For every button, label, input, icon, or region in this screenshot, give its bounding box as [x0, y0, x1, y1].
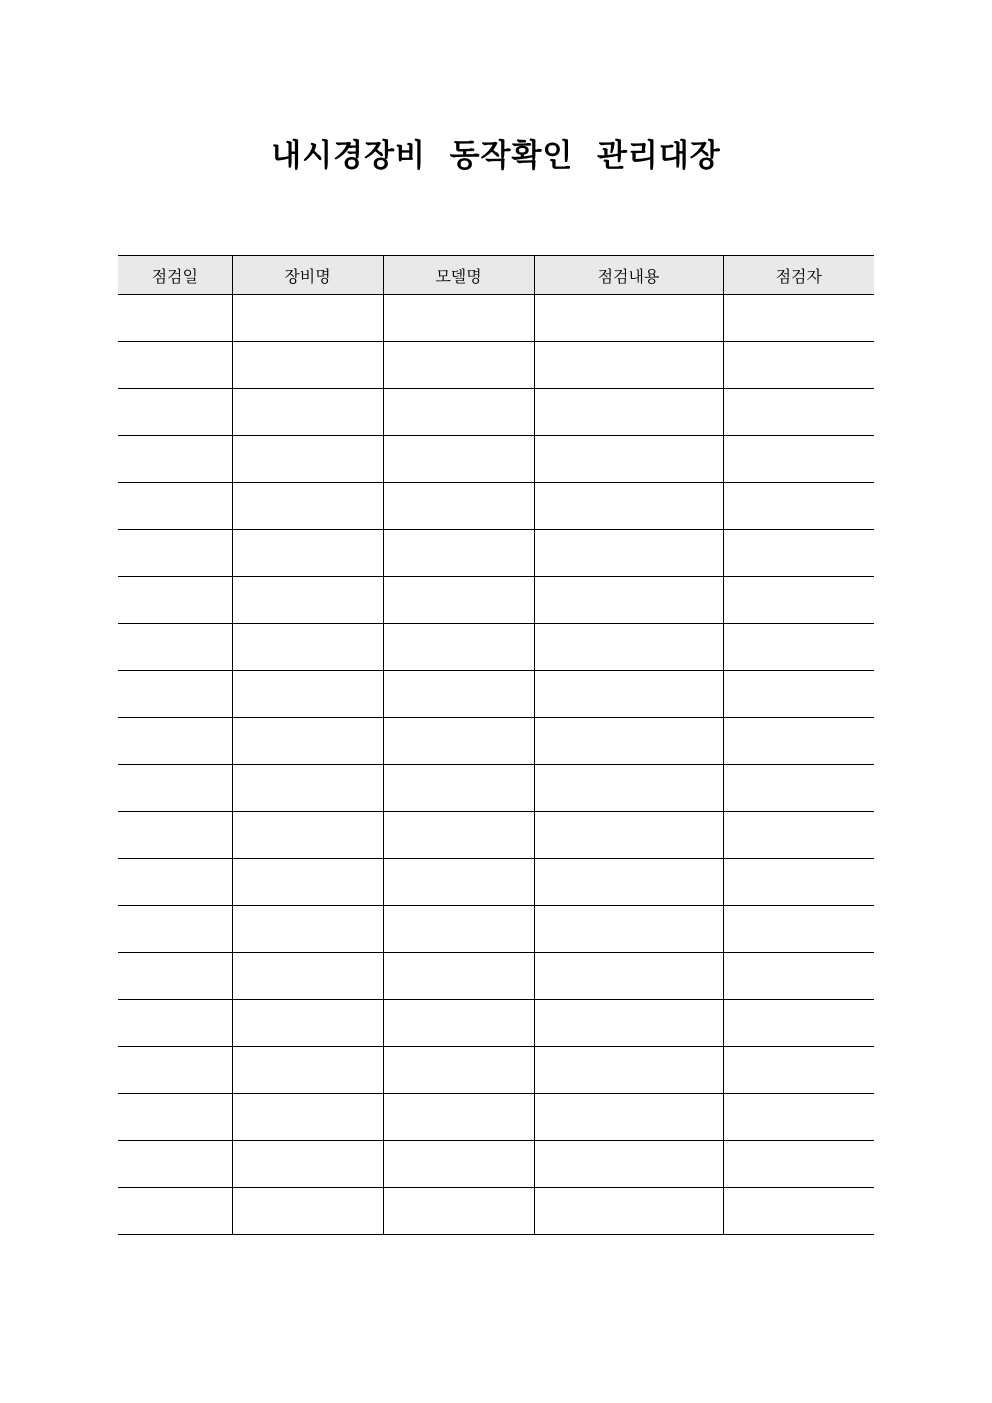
inspector-cell[interactable] [723, 342, 874, 389]
model-name-cell[interactable] [383, 530, 534, 577]
inspection-details-cell[interactable] [534, 906, 723, 953]
inspection-log-table [118, 255, 874, 1235]
inspection-details-cell[interactable] [534, 765, 723, 812]
table-row [118, 436, 874, 483]
table-row [118, 1141, 874, 1188]
inspector-cell[interactable] [723, 953, 874, 1000]
inspection-details-cell[interactable] [534, 859, 723, 906]
inspection-details-cell[interactable] [534, 1000, 723, 1047]
inspection-date-cell[interactable] [118, 483, 232, 530]
inspection-date-cell[interactable] [118, 1094, 232, 1141]
inspector-cell[interactable] [723, 671, 874, 718]
inspector-cell[interactable] [723, 1000, 874, 1047]
inspector-cell[interactable] [723, 530, 874, 577]
inspector-cell[interactable] [723, 436, 874, 483]
table-row [118, 342, 874, 389]
inspection-details-cell[interactable] [534, 1141, 723, 1188]
model-name-cell[interactable] [383, 389, 534, 436]
column-header-inspector: 점검자 [723, 256, 874, 295]
inspector-cell[interactable] [723, 859, 874, 906]
column-header-inspection-details: 점검내용 [534, 256, 723, 295]
model-name-cell[interactable] [383, 436, 534, 483]
model-name-cell[interactable] [383, 671, 534, 718]
inspector-cell[interactable] [723, 765, 874, 812]
inspection-date-cell[interactable] [118, 953, 232, 1000]
inspection-date-cell[interactable] [118, 812, 232, 859]
model-name-cell[interactable] [383, 342, 534, 389]
inspector-cell[interactable] [723, 389, 874, 436]
inspection-details-cell[interactable] [534, 483, 723, 530]
equipment-name-cell[interactable] [232, 1094, 383, 1141]
inspector-cell[interactable] [723, 624, 874, 671]
model-name-cell[interactable] [383, 906, 534, 953]
inspection-date-cell[interactable] [118, 671, 232, 718]
equipment-name-cell[interactable] [232, 483, 383, 530]
table-row [118, 577, 874, 624]
inspector-cell[interactable] [723, 812, 874, 859]
inspection-date-cell[interactable] [118, 436, 232, 483]
table-row [118, 765, 874, 812]
inspection-details-cell[interactable] [534, 718, 723, 765]
inspection-details-cell[interactable] [534, 1047, 723, 1094]
model-name-cell[interactable] [383, 859, 534, 906]
equipment-name-cell[interactable] [232, 295, 383, 342]
model-name-cell[interactable] [383, 718, 534, 765]
table-row [118, 483, 874, 530]
table-row [118, 1188, 874, 1235]
inspection-date-cell[interactable] [118, 906, 232, 953]
model-name-cell[interactable] [383, 295, 534, 342]
equipment-name-cell[interactable] [232, 718, 383, 765]
inspection-details-cell[interactable] [534, 953, 723, 1000]
equipment-name-cell[interactable] [232, 906, 383, 953]
equipment-name-cell[interactable] [232, 1047, 383, 1094]
inspection-details-cell[interactable] [534, 342, 723, 389]
inspection-details-cell[interactable] [534, 436, 723, 483]
equipment-name-cell[interactable] [232, 436, 383, 483]
table-row [118, 1094, 874, 1141]
model-name-cell[interactable] [383, 1188, 534, 1235]
equipment-name-cell[interactable] [232, 577, 383, 624]
inspection-date-cell[interactable] [118, 1141, 232, 1188]
model-name-cell[interactable] [383, 624, 534, 671]
equipment-name-cell[interactable] [232, 765, 383, 812]
inspection-details-cell[interactable] [534, 1188, 723, 1235]
table-row [118, 1047, 874, 1094]
table-row [118, 718, 874, 765]
table-row [118, 859, 874, 906]
table-body [118, 295, 874, 1235]
inspection-details-cell[interactable] [534, 577, 723, 624]
inspection-date-cell[interactable] [118, 295, 232, 342]
inspection-date-cell[interactable] [118, 1000, 232, 1047]
inspection-date-cell[interactable] [118, 859, 232, 906]
inspector-cell[interactable] [723, 483, 874, 530]
equipment-name-cell[interactable] [232, 1141, 383, 1188]
table-row [118, 624, 874, 671]
inspection-details-cell[interactable] [534, 671, 723, 718]
equipment-name-cell[interactable] [232, 953, 383, 1000]
model-name-cell[interactable] [383, 812, 534, 859]
column-header-equipment-name: 장비명 [232, 256, 383, 295]
equipment-name-cell[interactable] [232, 530, 383, 577]
equipment-name-cell[interactable] [232, 624, 383, 671]
inspection-details-cell[interactable] [534, 624, 723, 671]
table-row [118, 1000, 874, 1047]
table-row [118, 389, 874, 436]
table-header-row [118, 256, 874, 295]
inspection-date-cell[interactable] [118, 1188, 232, 1235]
equipment-name-cell[interactable] [232, 812, 383, 859]
table-row [118, 295, 874, 342]
column-header-inspection-date: 점검일 [118, 256, 232, 295]
inspector-cell[interactable] [723, 1094, 874, 1141]
model-name-cell[interactable] [383, 1141, 534, 1188]
inspection-date-cell[interactable] [118, 577, 232, 624]
inspection-date-cell[interactable] [118, 389, 232, 436]
model-name-cell[interactable] [383, 1094, 534, 1141]
inspector-cell[interactable] [723, 577, 874, 624]
inspection-details-cell[interactable] [534, 389, 723, 436]
model-name-cell[interactable] [383, 577, 534, 624]
inspection-date-cell[interactable] [118, 765, 232, 812]
equipment-name-cell[interactable] [232, 342, 383, 389]
equipment-name-cell[interactable] [232, 389, 383, 436]
inspection-details-cell[interactable] [534, 295, 723, 342]
model-name-cell[interactable] [383, 483, 534, 530]
equipment-name-cell[interactable] [232, 1188, 383, 1235]
column-header-model-name: 모델명 [383, 256, 534, 295]
table-row [118, 906, 874, 953]
table-row [118, 530, 874, 577]
equipment-name-cell[interactable] [232, 1000, 383, 1047]
inspector-cell[interactable] [723, 906, 874, 953]
table-row [118, 812, 874, 859]
table-row [118, 671, 874, 718]
model-name-cell[interactable] [383, 1047, 534, 1094]
inspector-cell[interactable] [723, 1188, 874, 1235]
inspection-date-cell[interactable] [118, 342, 232, 389]
inspection-details-cell[interactable] [534, 812, 723, 859]
equipment-name-cell[interactable] [232, 671, 383, 718]
inspection-date-cell[interactable] [118, 718, 232, 765]
equipment-name-cell[interactable] [232, 859, 383, 906]
model-name-cell[interactable] [383, 953, 534, 1000]
inspection-details-cell[interactable] [534, 1094, 723, 1141]
inspection-date-cell[interactable] [118, 530, 232, 577]
model-name-cell[interactable] [383, 765, 534, 812]
page-title: 내시경장비 동작확인 관리대장 [271, 138, 721, 174]
model-name-cell[interactable] [383, 1000, 534, 1047]
inspector-cell[interactable] [723, 1047, 874, 1094]
inspection-date-cell[interactable] [118, 624, 232, 671]
inspector-cell[interactable] [723, 1141, 874, 1188]
inspector-cell[interactable] [723, 718, 874, 765]
inspection-details-cell[interactable] [534, 530, 723, 577]
inspection-date-cell[interactable] [118, 1047, 232, 1094]
inspector-cell[interactable] [723, 295, 874, 342]
table-row [118, 953, 874, 1000]
